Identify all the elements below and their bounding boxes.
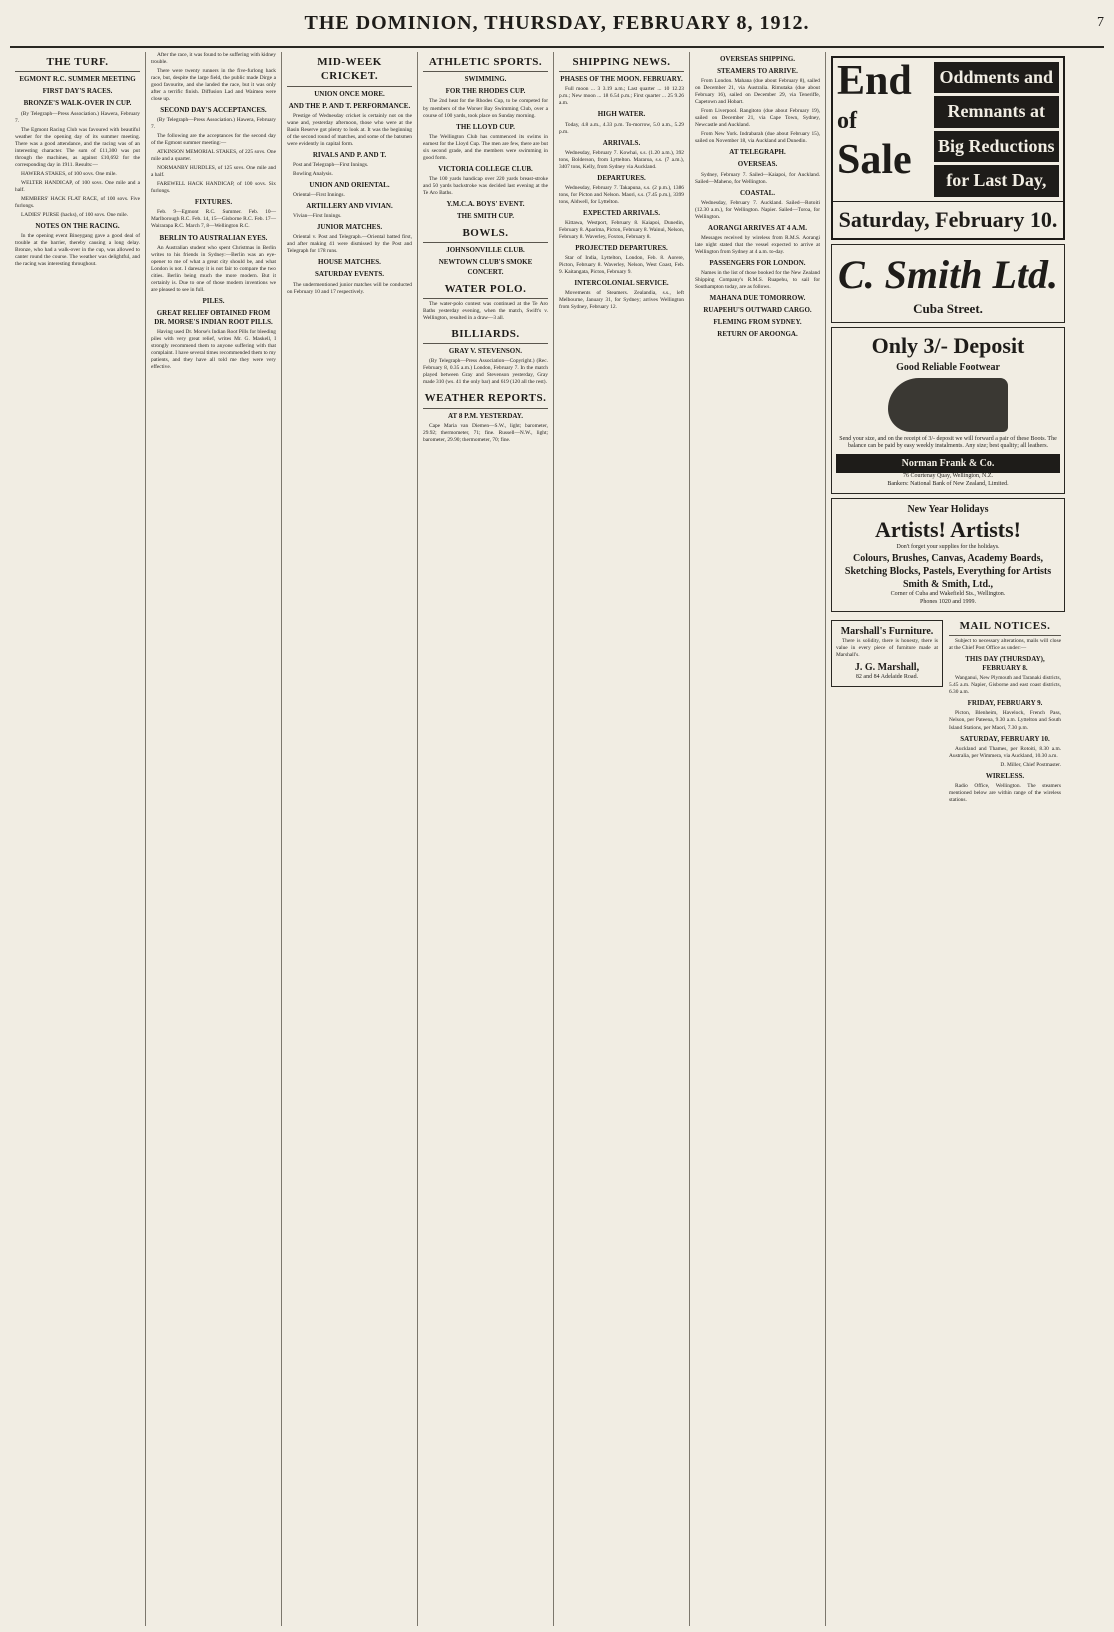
subhead-projected: PROJECTED DEPARTURES. <box>575 243 668 252</box>
subhead-newtown: NEWTOWN CLUB'S SMOKE CONCERT. <box>438 258 533 276</box>
dateline: (By Telegraph—Press Association.) Hawera, February 7. <box>15 110 140 124</box>
column-turf <box>10 52 146 1626</box>
subhead-overseas-shipping: OVERSEAS SHIPPING. <box>719 55 796 63</box>
subhead-bronze: BRONZE'S WALK-OVER IN CUP. <box>23 99 132 108</box>
footwear-subhead: Good Reliable Footwear <box>896 361 1000 373</box>
frank-name: Norman Frank & Co. <box>836 454 1060 473</box>
water-polo-paragraph: The water-polo contest was continued at the Te Aro Baths yesterday evening, when the match, Swift's v. Wellington, resulted in a draw—3 all. <box>423 300 548 321</box>
intercolonial-paragraph: Movements of Steamers. Zealandia, s.s., left Melbourne, January 31, for Sydney; arrives Wellington from Sydney, February 12. <box>559 290 684 311</box>
sale-word: Sale <box>837 136 912 183</box>
race-farewell: FAREWELL HACK HANDICAP, of 100 sovs. Six furlongs. <box>151 181 276 195</box>
subhead-intercolonial: INTERCOLONIAL SERVICE. <box>574 279 669 288</box>
artists-headline: Artists! Artists! <box>874 516 1022 542</box>
piles-paragraph: Having used Dr. Morse's Indian Root Pills for bleeding piles with very great relief, writes Mr. G. Maskell, I strongly recommend them to anyone suffering with that complaint. I have several times recommended them to my patients, and they have all told me they were very effective. <box>151 328 276 371</box>
smith-and-smith-ad <box>831 498 1065 612</box>
tagline-reductions: Big Reductions <box>934 131 1059 162</box>
expected-list: Kittawa, Westport, February 8. Kaiapoi, Dunedin, February 8. Aparima, Picton, February 8. Wainui, Nelson, February 8. Waverley, Foxton, February 8. <box>559 219 684 240</box>
from-london: From London. Mahana (due about February 8), sailed on December 21, via Australia. Rimutaka (due about February 16), sailed on December 29, via Teneriffe, Capetown and Hobart. <box>695 78 820 106</box>
sale-date: Saturday, February 10. <box>833 201 1063 239</box>
subhead-mahana: MAHANA DUE TOMORROW. <box>709 293 806 302</box>
smith-name: Smith & Smith, Ltd., <box>902 579 993 591</box>
subhead-ymca: Y.M.C.A. BOYS' EVENT. <box>446 199 525 208</box>
column-athletic <box>418 52 554 1626</box>
column-turf-continued <box>146 52 282 1626</box>
column-overseas <box>690 52 826 1626</box>
marshall-headline: Marshall's Furniture. <box>840 625 934 637</box>
subhead-victoria: VICTORIA COLLEGE CLUB. <box>438 164 533 173</box>
tagline-oddments: Oddments and <box>934 62 1059 93</box>
weather-paragraph: Cape Maria van Diemen—S.W., light; barometer, 29.92; thermometer, 71; fine. Russell—N.W., light; barometer, 29.90; thermometer, 70; fine. <box>423 422 548 443</box>
subhead-to-arrive: STEAMERS TO ARRIVE. <box>717 67 798 76</box>
subhead-p-and-t: AND THE P. AND T. PERFORMANCE. <box>288 101 411 110</box>
race-welter: WELTER HANDICAP, of 100 sovs. One mile and a half. <box>15 179 140 193</box>
junior-paragraph: Oriental v. Post and Telegraph.—Oriental batted first, and after making 41 were dismissed by the Post and Telegraph for 178 runs. <box>287 234 412 255</box>
passengers-paragraph: Names in the list of those booked for the New Zealand Shipping Company's R.M.S. Ruapehu, to sail for Southampton today, are as follows. <box>695 269 820 290</box>
subhead-high-water: HIGH WATER. <box>597 110 646 119</box>
vivian-innings: Vivian—First Innings. <box>293 213 342 220</box>
wireless-paragraph: Radio Office, Wellington. The steamers mentioned below are within range of the wireless stations. <box>949 782 1061 803</box>
tagline-last-day: for Last Day, <box>934 165 1059 196</box>
subhead-coastal: COASTAL. <box>739 188 776 197</box>
high-water-times: Today, 4.8 a.m., 4.33 p.m. To-morrow, 5.0 a.m., 5.29 p.m. <box>559 121 684 135</box>
mail-column <box>949 616 1061 806</box>
subhead-ruapehu: RUAPEHU'S OUTWARD CARGO. <box>703 306 812 315</box>
oriental-innings: Oriental—First Innings. <box>293 192 345 199</box>
berlin-paragraph: An Australian student who spent Christmas in Berlin writes to his friends in Sydney:—Berlin was an eye-opener to me of what a great city should be, and what London is not. I daresay it is not fair to compare the two cities. Berlin being much the more modern. But it certainly is. Due to one of those modern inventions we are pleased to see in full. <box>151 244 276 293</box>
subhead-johnsonville: JOHNSONVILLE CLUB. <box>446 246 525 255</box>
norman-frank-ad <box>831 327 1065 494</box>
lloyd-paragraph: The Wellington Club has commenced its swims in earnest for the Lloyd Cup. The men are few, there are but six second grade, and the members were swimming in good form. <box>423 133 548 161</box>
subhead-lloyd: THE LLOYD CUP. <box>456 122 515 131</box>
frank-address: 76 Courtenay Quay, Wellington, N.Z. <box>902 473 993 480</box>
masthead <box>10 0 1104 48</box>
cricket-intro: Prestige of Wednesday cricket is certainly not on the wane and, yesterday afternoon, those who were at the Basin Reserve got plenty to look at. It was the beginning of the second round of matches, and some of the batsmen were evidently in capital form. <box>287 112 412 147</box>
mail-day-thursday: THIS DAY (THURSDAY), FEBRUARY 8. <box>965 655 1045 673</box>
subhead-departures: DEPARTURES. <box>597 173 646 182</box>
subhead-egmont: EGMONT R.C. SUMMER MEETING <box>19 75 136 84</box>
overseas-sailings: Sydney, February 7. Sailed—Kaiapoi, for Auckland. Sailed—Maheno, for Wellington. <box>695 171 820 185</box>
tagline-remnants: Remnants at <box>934 96 1059 127</box>
marshall-address: 82 and 84 Adelaide Road. <box>855 673 919 680</box>
masthead-title: THE DOMINION, THURSDAY, FEBRUARY 8, 1912. <box>304 11 810 34</box>
marshall-ad <box>831 620 943 687</box>
moon-phases: Full moon ... 3 3.19 a.m.; Last quarter ... 10 12.23 p.m.; New moon ... 18 6.54 p.m.; First quarter ... 25 9.26 a.m. <box>559 86 684 107</box>
arrivals-list: Wednesday, February 7. Kowhai, s.s. (1.20 a.m.), 392 tons, Bolderson, from Lyttelton. Mararoa, s.s. (7 a.m.), 3407 tons, Kelly, from Sydney via Auckland. <box>559 149 684 170</box>
column-cricket <box>282 52 418 1626</box>
section-title-turf: THE TURF. <box>15 52 140 72</box>
subhead-gray: GRAY V. STEVENSON. <box>448 347 523 356</box>
race-atkinson: ATKINSON MEMORIAL STAKES, of 225 sovs. One mile and a quarter. <box>151 149 276 163</box>
column-shipping <box>554 52 690 1626</box>
para-continued: After the race, it was found to be suffering with kidney trouble. <box>151 52 276 66</box>
subhead-saturday: SATURDAY EVENTS. <box>315 270 384 279</box>
subhead-piles: PILES. <box>202 296 225 305</box>
marshall-name: J. G. Marshall, <box>854 661 920 673</box>
section-title-mail: MAIL NOTICES. <box>949 616 1061 636</box>
footwear-copy: Send your size, and on the receipt of 3/- deposit we will forward a pair of these Boots. The balance can be paid by easy weekly instalments. Any size; best quality; all leathers. <box>839 435 1057 450</box>
mail-friday: Picton, Blenheim, Havelock, French Pass, Nelson, per Pateena, 9.30 a.m. Lyttelton and South Island Stations, per Maori, 7.30 p.m. <box>949 710 1061 731</box>
csmith-street: Cuba Street. <box>913 301 983 317</box>
subhead-rivals: RIVALS AND P. AND T. <box>312 150 387 159</box>
subhead-arrivals: ARRIVALS. <box>602 138 641 147</box>
notes-paragraph: In the opening event Bineygang gave a good deal of trouble at the barrier, thereby causing a long delay. Bronze, who had a walk-over in the cup, was allowed to canter round the course. The weather was delightful, and the racing was interesting throughout. <box>15 232 140 267</box>
victoria-paragraph: The 100 yards handicap over 220 yards breast-stroke and 50 yards backstroke was decided last evening at the Te Aro Baths. <box>423 175 548 196</box>
subhead-aroonga: RETURN OF AROONGA. <box>717 330 798 339</box>
section-title-weather: WEATHER REPORTS. <box>423 388 548 408</box>
section-title-bowls: BOWLS. <box>423 223 548 243</box>
mail-saturday: Auckland and Thames, per Rotoiti, 8.30 a.m. Australia, per Wimmera, via Auckland, 10.30 a.m. <box>949 745 1061 759</box>
mail-intro: Subject to necessary alterations, mails will close at the Chief Post Office as under:— <box>949 638 1061 652</box>
columns <box>10 52 1104 1626</box>
acceptances-dateline: (By Telegraph—Press Association.) Hawera, February 7. <box>151 117 276 131</box>
subhead-notes: NOTES ON THE RACING. <box>35 221 120 230</box>
dont-forget: Don't forget your supplies for the holidays. <box>896 544 1000 551</box>
subhead-smith-cup: THE SMITH CUP. <box>456 211 515 220</box>
race-ladies: LADIES' PURSE (hacks), of 100 sovs. One mile. <box>21 211 128 218</box>
race-members: MEMBERS' HACK FLAT RACE, of 100 sovs. Five furlongs. <box>15 195 140 209</box>
subhead-acceptances: SECOND DAY'S ACCEPTANCES. <box>160 106 267 115</box>
fixtures-list: Feb. 9—Egmont R.C. Summer. Feb. 10—Marlborough R.C. Feb. 14, 15—Gisborne R.C. Feb. 17—Wairarapa R.C. March 7, 8—Wellington R.C. <box>151 209 276 230</box>
section-title-athletic: ATHLETIC SPORTS. <box>423 52 548 72</box>
aorangi-paragraph: Messages received by wireless from R.M.S. Aorangi late night stated that the vessel expected to arrive at Wellington from Sydney at 4 a.m. to-day. <box>695 234 820 255</box>
end-of-sale-heading <box>833 58 930 201</box>
race-normanby: NORMANBY HURDLES, of 125 sovs. One mile and a half. <box>151 165 276 179</box>
smith-phones: Phones 1020 and 1999. <box>920 599 976 606</box>
column-ads <box>826 52 1070 1626</box>
departures-list: Wednesday, February 7. Takapuna, s.s. (2 p.m.), 1386 tons, for Picton and Nelson. Maori, s.s. (7.45 p.m.), 3399 tons, Aldwell, for Lyttelton. <box>559 184 684 205</box>
subhead-aorangi: AORANGI ARRIVES AT 4 A.M. <box>708 223 807 232</box>
intro-paragraph: The Egmont Racing Club was favoured with beautiful weather for the opening day of its summer meeting. There was a good attendance, and the racing was of an interesting character. The sum of £11,300 was put through the machines, as against £10,692 for the corresponding day in 1911. Results:— <box>15 126 140 168</box>
boot-icon <box>888 378 1008 432</box>
bowling-analysis: Bowling Analysis. <box>293 170 333 177</box>
subhead-moon: PHASES OF THE MOON. FEBRUARY. <box>560 75 683 84</box>
coastal-sailings: Wednesday, February 7. Auckland. Sailed—Rotoiti (12.30 a.m.), for Wellington. Napier. Sailed—Toroa, for Wellington. <box>695 199 820 220</box>
mail-day-saturday: SATURDAY, FEBRUARY 10. <box>960 734 1050 743</box>
subhead-fleming: FLEMING FROM SYDNEY. <box>713 318 802 327</box>
section-title-shipping: SHIPPING NEWS. <box>559 52 684 72</box>
end-word: End <box>837 58 912 104</box>
artist-supplies: Colours, Brushes, Canvas, Academy Boards, Sketching Blocks, Pastels, Everything for Artists <box>844 553 1052 578</box>
frank-bankers: Bankers: National Bank of New Zealand, Limited. <box>887 481 1009 488</box>
marshall-column <box>831 616 943 806</box>
subhead-fixtures: FIXTURES. <box>194 198 233 207</box>
section-title-water-polo: WATER POLO. <box>423 279 548 299</box>
subhead-artillery: ARTILLERY AND VIVIAN. <box>306 202 393 211</box>
sale-taglines <box>930 58 1063 201</box>
subhead-union-oriental: UNION AND ORIENTAL. <box>309 180 390 189</box>
subhead-overseas: OVERSEAS. <box>737 160 778 169</box>
of-word: of <box>837 107 857 134</box>
saturday-paragraph: The undermentioned junior matches will be conducted on February 10 and 17 respectively. <box>287 281 412 295</box>
holidays-headline: New Year Holidays <box>907 503 989 515</box>
rivals-innings: Post and Telegraph—First Innings. <box>293 161 369 168</box>
from-liverpool: From Liverpool. Rangitoto (due about February 19), sailed on December 21, via Cape Town, Sydney, Newcastle and Auckland. <box>695 108 820 129</box>
subhead-union: UNION ONCE MORE. <box>314 89 385 98</box>
end-of-sale-ad <box>831 56 1065 240</box>
subhead-swimming: SWIMMING. <box>464 75 507 84</box>
subhead-first-day: FIRST DAY'S RACES. <box>42 87 113 96</box>
smith-address: Corner of Cuba and Wakefield Sts., Wellington. <box>890 591 1006 598</box>
section-title-billiards: BILLIARDS. <box>423 324 548 344</box>
billiards-paragraph: (By Telegraph—Press Association—Copyright.) (Rec. February 8, 0.35 a.m.) London, February 7. In the match played between Gray and Stevenson yesterday, Gray made 310 (ws. 41 the only bar) and 619 (120 all the rest). <box>423 358 548 386</box>
subhead-rhodes: FOR THE RHODES CUP. <box>445 87 526 96</box>
subhead-expected: EXPECTED ARRIVALS. <box>583 208 660 217</box>
csmith-ad <box>831 244 1065 323</box>
deposit-headline: Only 3/- Deposit <box>871 333 1025 359</box>
mail-thursday: Wanganui, New Plymouth and Taranaki districts, 5.45 a.m. Napier, Gisborne and east coast districts, 6.30 a.m. <box>949 675 1061 696</box>
subhead-passengers: PASSENGERS FOR LONDON. <box>709 258 806 267</box>
lower-ads-row <box>831 616 1065 806</box>
subhead-piles-relief: GREAT RELIEF OBTAINED FROM DR. MORSE'S INDIAN ROOT PILLS. <box>154 308 273 326</box>
page-number: 7 <box>1097 15 1104 30</box>
subhead-junior: JUNIOR MATCHES. <box>316 223 383 232</box>
race-hawera: HAWERA STAKES, of 100 sovs. One mile. <box>21 170 117 177</box>
postmaster-signature: D. Miller, Chief Postmaster. <box>1000 761 1061 768</box>
subhead-wireless: WIRELESS. <box>985 771 1025 780</box>
para-hack-race: There were twenty runners in the five-furlong hack race, but, despite the large field, the public made Dirge a good favourite, and she landed the race, but it was only after a terrific finish. Diffusion Lad and Waimea were close up. <box>151 68 276 103</box>
csmith-logo: C. Smith Ltd. <box>837 252 1059 298</box>
mail-day-friday: FRIDAY, FEBRUARY 9. <box>967 699 1043 708</box>
marshall-copy: There is solidity, there is honesty, there is value in every piece of furniture made at Marshall's. <box>836 637 938 658</box>
projected-list: Star of India, Lyttelton, London, Feb. 8. Aorere, Picton, February 8. Waverley, Nelson, West Coast, Feb. 9. Kaitangata, Picton, February 9. <box>559 255 684 276</box>
subhead-house: HOUSE MATCHES. <box>318 258 381 267</box>
subhead-by-telegraph: AT TELEGRAPH. <box>729 148 786 157</box>
subhead-berlin: BERLIN TO AUSTRALIAN EYES. <box>159 233 268 242</box>
from-new-york: From New York. Indrabarah (due about February 15), sailed on November 18, via Auckland and Dunedin. <box>695 131 820 145</box>
section-title-cricket: MID-WEEK CRICKET. <box>287 52 412 87</box>
rhodes-paragraph: The 2nd heat for the Rhodes Cup, to be competed for by members of the Worser Bay Swimming Club, over a course of 100 yards, took place on Sunday morning. <box>423 98 548 119</box>
acceptances-intro: The following are the acceptances for the second day of the Egmont summer meeting:— <box>151 133 276 147</box>
subhead-8pm: AT 8 P.M. YESTERDAY. <box>448 411 523 420</box>
